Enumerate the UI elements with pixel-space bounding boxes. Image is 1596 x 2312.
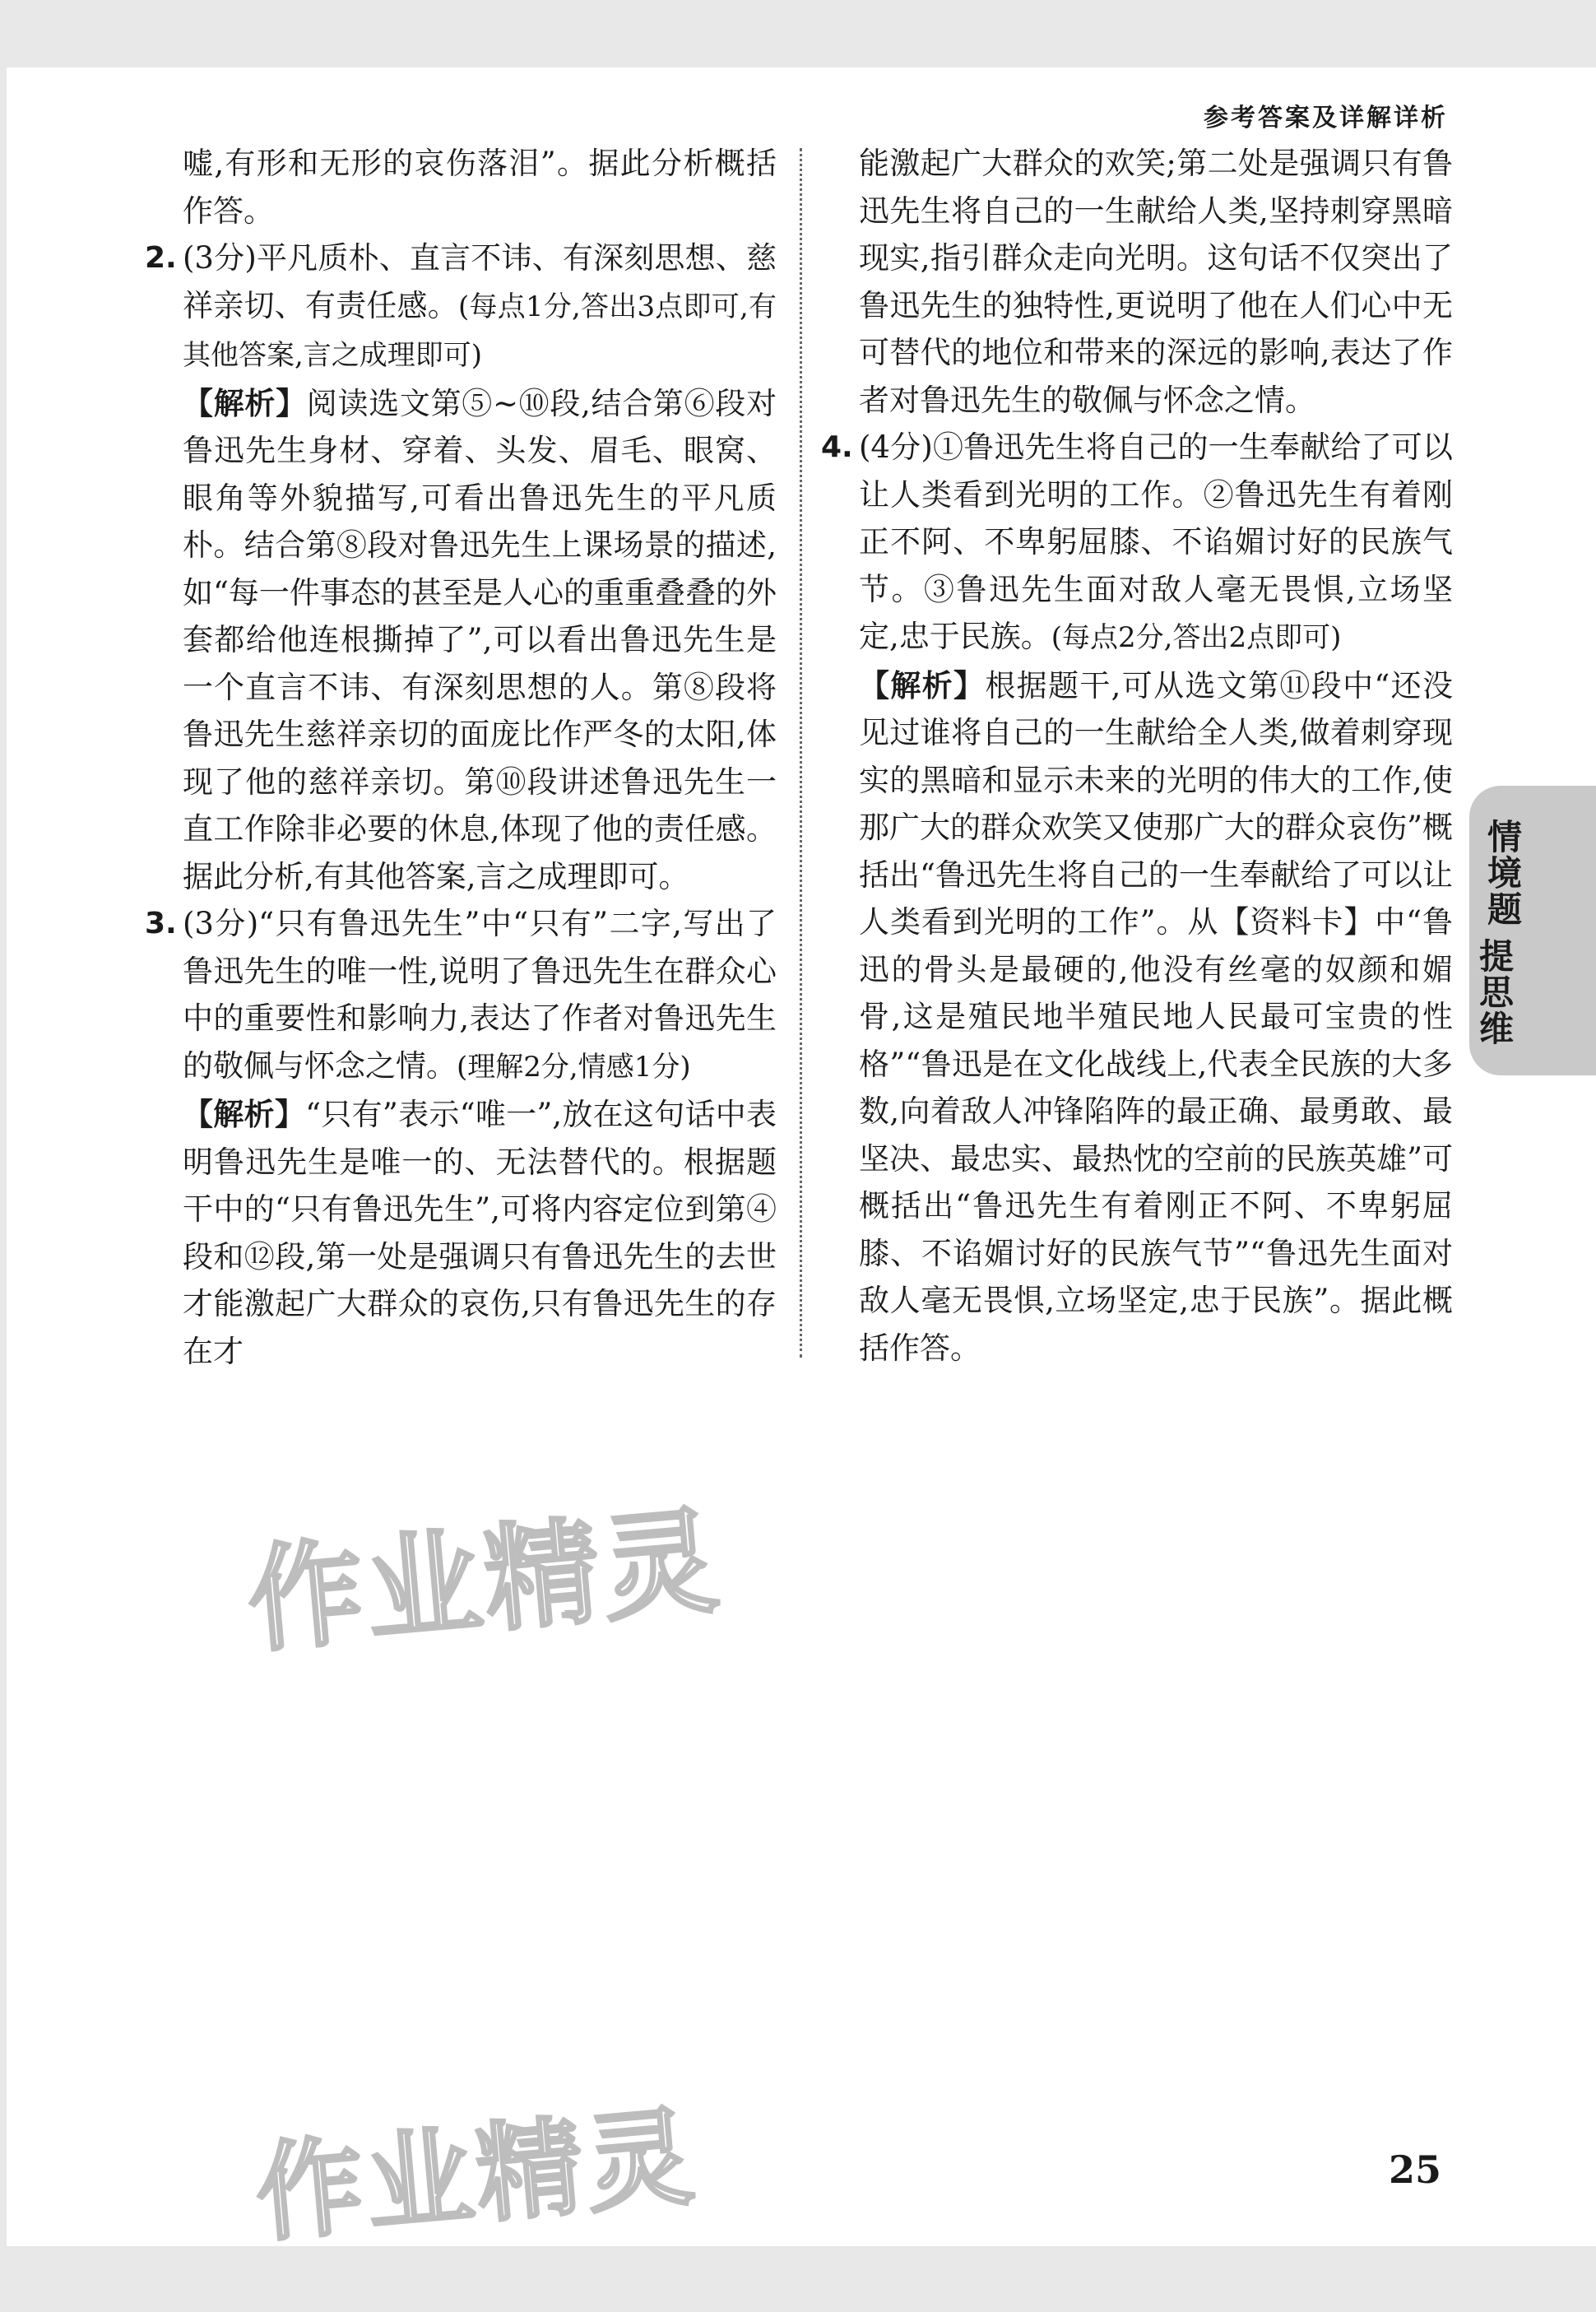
scoring-note: (理解2分,情感1分) bbox=[457, 1050, 691, 1084]
scoring-note: (每点1分,答出3点即可,有其他答案,言之成理即可) bbox=[183, 290, 777, 372]
question-3 bbox=[145, 900, 777, 1375]
analysis-tag: 【解析】 bbox=[859, 667, 986, 703]
side-tab-label-1: 情境题 bbox=[1482, 819, 1523, 927]
question-4 bbox=[821, 424, 1454, 1372]
analysis-tag: 【解析】 bbox=[183, 385, 307, 421]
question-number: 4. bbox=[821, 430, 853, 464]
answer-text: (3分)平凡质朴、直言不讳、有深刻思想、慈祥亲切、有责任感。 bbox=[183, 240, 777, 323]
watermark: 作业精灵 bbox=[243, 1494, 727, 1669]
answer-text: (3分)“只有鲁迅先生”中“只有”二字,写出了鲁迅先生的唯一性,说明了鲁迅先生在群众心中的重要性和影响力,表达了作者对鲁迅先生的敬佩与怀念之情。 bbox=[183, 906, 777, 1084]
answer-text: (4分)①鲁迅先生将自己的一生奉献给了可以让人类看到光明的工作。②鲁迅先生有着刚正不阿、不卑躬屈膝、不谄媚讨好的民族气节。③鲁迅先生面对敌人毫无畏惧,立场坚定,忠于民族。 bbox=[859, 429, 1453, 654]
scoring-note: (每点2分,答出2点即可) bbox=[1051, 621, 1342, 654]
continued-analysis: 能激起广大群众的欢笑;第二处是强调只有鲁迅先生将自己的一生献给人类,坚持刺穿黑暗现实,指引群众走向光明。这句话不仅突出了鲁迅先生的独特性,更说明了他在人们心中无可替代的地位和带来的深远的影响,表达了作者对鲁迅先生的敬佩与怀念之情。 bbox=[859, 146, 1453, 418]
question-2 bbox=[145, 234, 777, 900]
side-tab-label-2: 提思维 bbox=[1474, 938, 1515, 1047]
analysis-text: “只有”表示“唯一”,放在这句话中表明鲁迅先生是唯一的、无法替代的。根据题干中的“只有鲁迅先生”,可将内容定位到第④段和⑫段,第一处是强调只有鲁迅先生的去世才能激起广大群众的哀伤,只有鲁迅先生的存在才 bbox=[183, 1097, 777, 1369]
watermark: 作业精灵 bbox=[251, 2093, 702, 2258]
analysis-text: 根据题干,可从选文第⑪段中“还没见过谁将自己的一生献给全人类,做着刺穿现实的黑暗和显示未来的光明的伟大的工作,使那广大的群众欢笑又使那广大的群众哀伤”概括出“鲁迅先生将自己的一生奉献给了可以让人类看到光明的工作”。从【资料卡】中“鲁迅的骨头是最硬的,他没有丝毫的奴颜和媚骨,这是殖民地半殖民地人民最可宝贵的性格”“鲁迅是在文化战线上,代表全民族的大多数,向着敌人冲锋陷阵的最正确、最勇敢、最坚决、最忠实、最热忱的空前的民族英雄”可概括出“鲁迅先生有着刚正不阿、不卑躬屈膝、不谄媚讨好的民族气节”“鲁迅先生面对敌人毫无畏惧,立场坚定,忠于民族”。据此概括作答。 bbox=[859, 667, 1454, 1366]
side-tab bbox=[1469, 786, 1596, 1075]
question-number: 2. bbox=[145, 241, 177, 275]
intro-paragraph: 嘘,有形和无形的哀伤落泪”。据此分析概括作答。 bbox=[183, 146, 777, 229]
question-number: 3. bbox=[145, 907, 177, 940]
left-column bbox=[145, 140, 777, 1375]
right-column bbox=[821, 140, 1454, 1372]
page-header: 参考答案及详解详析 bbox=[1204, 104, 1448, 132]
analysis-tag: 【解析】 bbox=[183, 1097, 306, 1132]
analysis-text: 阅读选文第⑤~⑩段,结合第⑥段对鲁迅先生身材、穿着、头发、眉毛、眼窝、眼角等外貌描写,可看出鲁迅先生的平凡质朴。结合第⑧段对鲁迅先生上课场景的描述,如“每一件事态的甚至是人心的重重叠叠的外套都给他连根撕掉了”,可以看出鲁迅先生是一个直言不讳、有深刻思想的人。第⑧段将鲁迅先生慈祥亲切的面庞比作严冬的太阳,体现了他的慈祥亲切。第⑩段讲述鲁迅先生一直工作除非必要的休息,体现了他的责任感。据此分析,有其他答案,言之成理即可。 bbox=[183, 385, 777, 894]
column-divider bbox=[800, 148, 802, 1358]
page-number: 25 bbox=[1389, 2147, 1442, 2192]
